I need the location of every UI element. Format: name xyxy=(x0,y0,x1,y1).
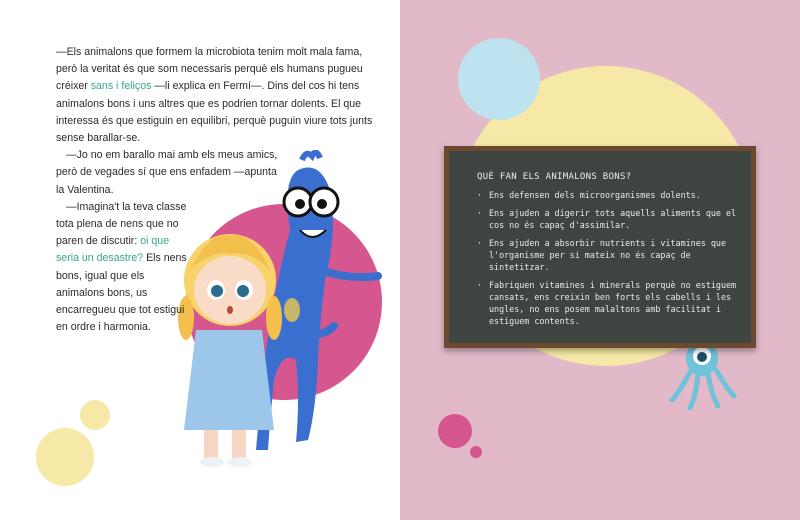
story-text xyxy=(56,44,374,336)
chalkboard-content xyxy=(477,171,737,333)
story-paragraph-3: —Imagina't la teva classe tota plena de nens que no paren de discutir: oi que seria un desastre? Els nens bons, igual que els animalons bons, us encarregueu que tot estigui en ordre i harmonia. xyxy=(56,200,187,334)
chalkboard-list xyxy=(477,189,737,327)
list-item: · Fabriquen vitamines i minerals perquè no estiguem cansats, ens creixin ben forts els cabells i les ungles, no ens posem malaltons amb facilitat i estiguem contents. xyxy=(477,279,737,327)
list-item: · Ens ajuden a digerir tots aquells aliments que el cos no és capaç d'assimilar. xyxy=(477,207,737,231)
list-item: · Ens ajuden a absorbir nutrients i vitamines que l'organisme per si mateix no és capaç de sintetitzar. xyxy=(477,237,737,273)
story-paragraph-2: —Jo no em barallo mai amb els meus amics, però de vegades sí que ens enfadem —apunta la Valentina. xyxy=(56,149,278,196)
pink-dot-decoration xyxy=(438,414,472,448)
small-yellow-circle-decoration xyxy=(80,400,110,430)
highlighted-question: oi que seria un desastre? xyxy=(56,235,170,265)
chalkboard xyxy=(444,146,756,348)
blue-circle-decoration xyxy=(458,38,540,120)
story-paragraph-1: —Els animalons que formem la microbiota tenim molt mala fama, però la veritat és que som necessaris perquè els humans pugueu créixer sans i feliços —li explica en Fermí—. Dins del cos hi tens animalons bons i uns altres que es podrien tornar dolents. El que interessa és que estiguin en equilibri, perquè puguin viure tots junts sense barallar-se. xyxy=(56,46,373,145)
list-item: · Ens defensen dels microorganismes dolents. xyxy=(477,189,737,201)
small-pink-dot-decoration xyxy=(470,446,482,458)
highlighted-phrase: sans i feliços xyxy=(90,80,152,93)
yellow-circle-decoration xyxy=(36,428,94,486)
chalkboard-title: QUÈ FAN ELS ANIMALONS BONS? xyxy=(477,172,632,182)
